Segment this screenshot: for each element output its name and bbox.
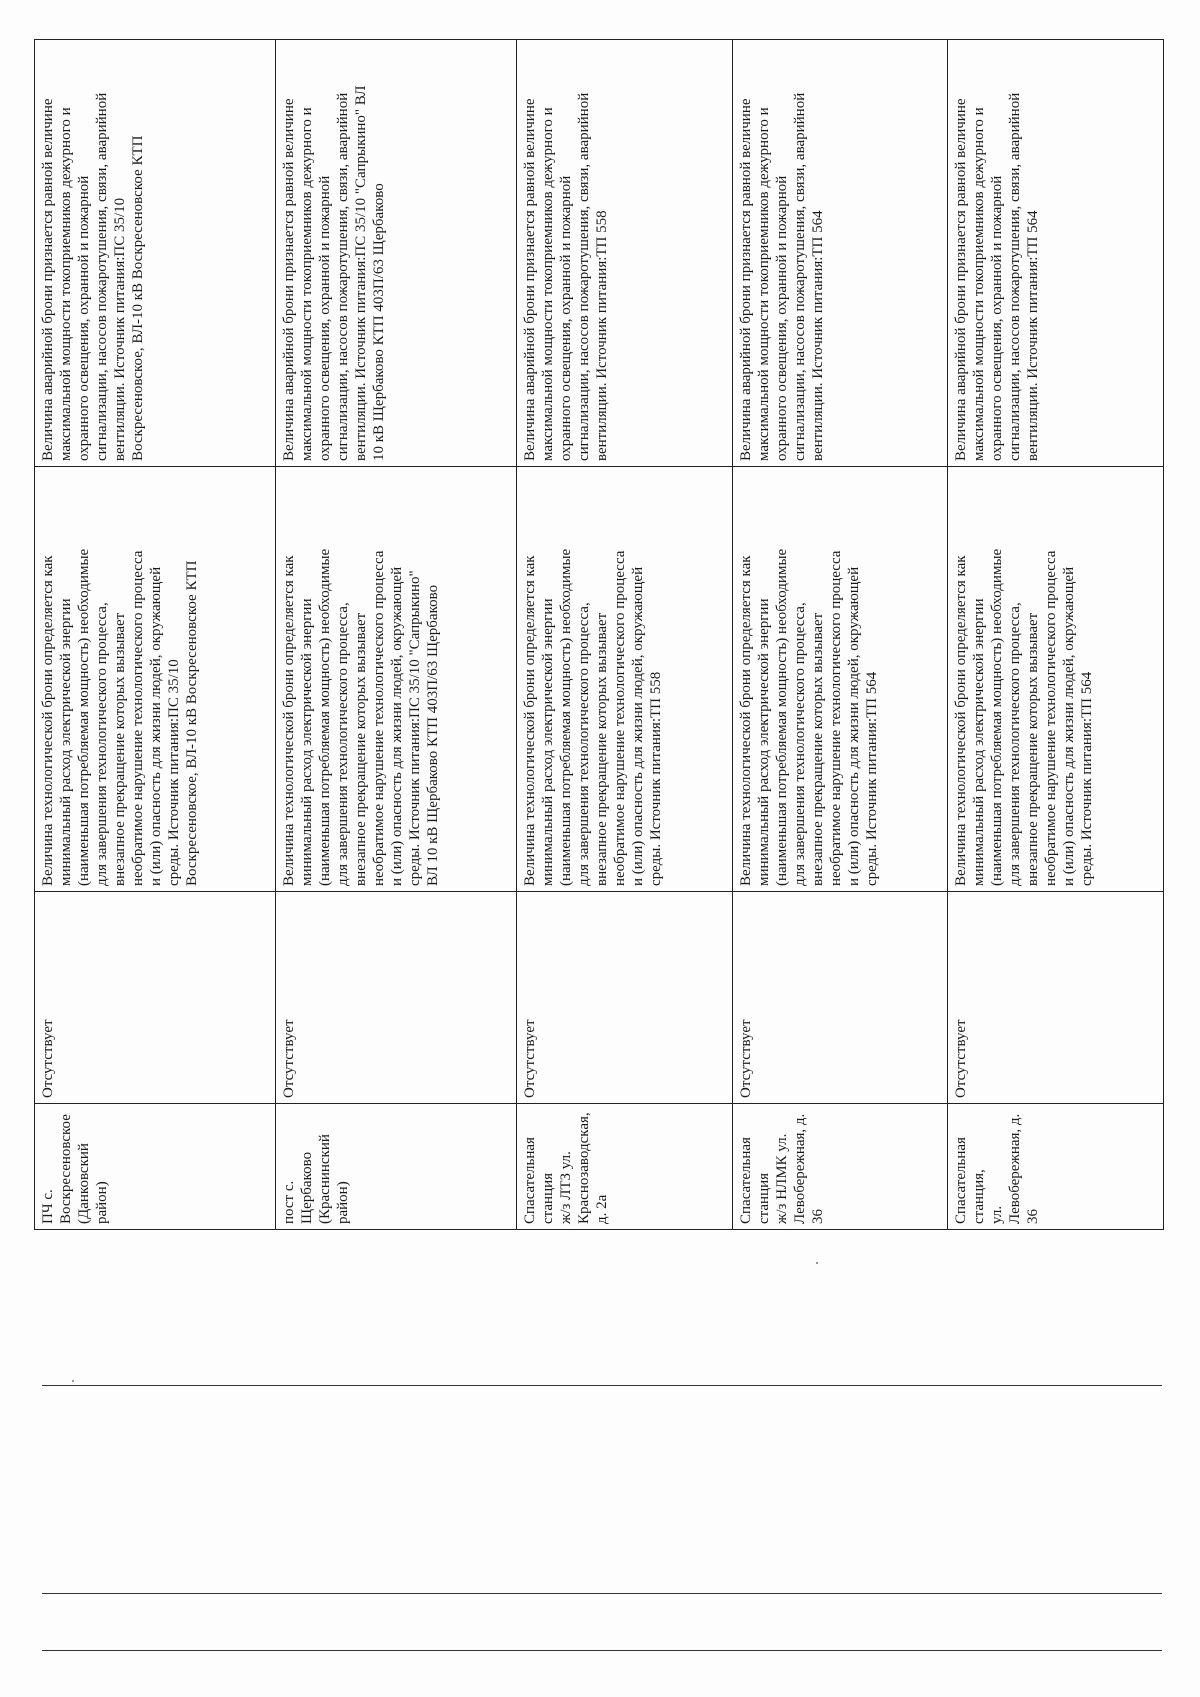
emergency-reserve-cell: Величина аварийной брони признается равной величине максимальной мощности токоприемников дежурного и охранного освещения, охранной и пожарной сигнализации, насосов пожаротушения, связи, аварийной вентиляции. Источник питания:ТП 564 [948,40,1164,467]
signature-line [42,1593,1162,1594]
table-row [517,40,733,1230]
tech-reserve-cell: Величина технологической брони определяется как минимальный расход электрической энергии (наименьшая потребляемая мощность) необходимые для завершения технологического процесса, внезапное прекращение которых вызывает необратимое нарушение технологического процесса и (или) опасность для жизни людей, окружающей среды. Источник питания:ТП 564 [948,467,1164,892]
location-cell: пост с. Щербаково (Краснинский район) [276,1104,517,1230]
emergency-reserve-cell: Величина аварийной брони признается равной величине максимальной мощности токоприемников дежурного и охранного освещения, охранной и пожарной сигнализации, насосов пожаротушения, связи, аварийной вентиляции. Источник питания:ТП 558 [517,40,733,467]
location-cell: ПЧ с. Воскресеновское (Данковский район) [35,1104,276,1230]
table-row [732,40,948,1230]
signature-line [42,1650,1162,1651]
status-cell: Отсутствует [732,892,948,1104]
tech-reserve-cell: Величина технологической брони определяется как минимальный расход электрической энергии (наименьшая потребляемая мощность) необходимые для завершения технологического процесса, внезапное прекращение которых вызывает необратимое нарушение технологического процесса и (или) опасность для жизни людей, окружающей среды. Источник питания:ТП 558 [517,467,733,892]
location-cell: Спасательная станция, ул. Левобережная, д. 36 [948,1104,1164,1230]
table-row [948,40,1164,1230]
emergency-reserve-cell: Величина аварийной брони признается равной величине максимальной мощности токоприемников дежурного и охранного освещения, охранной и пожарной сигнализации, насосов пожаротушения, связи, аварийной вентиляции. Источник питания:ПС 35/10 Воскресеновское, ВЛ-10 кВ Воскресеновское КТП [35,40,276,467]
signature-line [42,1385,1162,1386]
location-cell: Спасательная станция ж/з НЛМК ул. Левобережная, д. 36 [732,1104,948,1230]
tech-reserve-cell: Величина технологической брони определяется как минимальный расход электрической энергии (наименьшая потребляемая мощность) необходимые для завершения технологического процесса, внезапное прекращение которых вызывает необратимое нарушение технологического процесса и (или) опасность для жизни людей, окружающей среды. Источник питания:ПС 35/10 "Сапрыкино" ВЛ 10 кВ Щербаково КТП 403П/63 Щербаково [276,467,517,892]
power-reserve-table [34,39,1164,1230]
status-cell: Отсутствует [276,892,517,1104]
scan-speck [72,1380,74,1382]
tech-reserve-cell: Величина технологической брони определяется как минимальный расход электрической энергии (наименьшая потребляемая мощность) необходимые для завершения технологического процесса, внезапное прекращение которых вызывает необратимое нарушение технологического процесса и (или) опасность для жизни людей, окружающей среды. Источник питания:ПС 35/10 Воскресеновское, ВЛ-10 кВ Воскресеновское КТП [35,467,276,892]
scan-speck [816,1262,818,1264]
table-row [35,40,276,1230]
emergency-reserve-cell: Величина аварийной брони признается равной величине максимальной мощности токоприемников дежурного и охранного освещения, охранной и пожарной сигнализации, насосов пожаротушения, связи, аварийной вентиляции. Источник питания:ТП 564 [732,40,948,467]
tech-reserve-cell: Величина технологической брони определяется как минимальный расход электрической энергии (наименьшая потребляемая мощность) необходимые для завершения технологического процесса, внезапное прекращение которых вызывает необратимое нарушение технологического процесса и (или) опасность для жизни людей, окружающей среды. Источник питания:ТП 564 [732,467,948,892]
emergency-reserve-cell: Величина аварийной брони признается равной величине максимальной мощности токоприемников дежурного и охранного освещения, охранной и пожарной сигнализации, насосов пожаротушения, связи, аварийной вентиляции. Источник питания:ПС 35/10 "Сапрыкино" ВЛ 10 кВ Щербаково КТП 403П/63 Щербаково [276,40,517,467]
status-cell: Отсутствует [948,892,1164,1104]
rotated-table-wrapper [34,40,1164,1230]
status-cell: Отсутствует [517,892,733,1104]
table-row [276,40,517,1230]
status-cell: Отсутствует [35,892,276,1104]
location-cell: Спасательная станция ж/з ЛТЗ ул. Краснозаводская, д. 2а [517,1104,733,1230]
